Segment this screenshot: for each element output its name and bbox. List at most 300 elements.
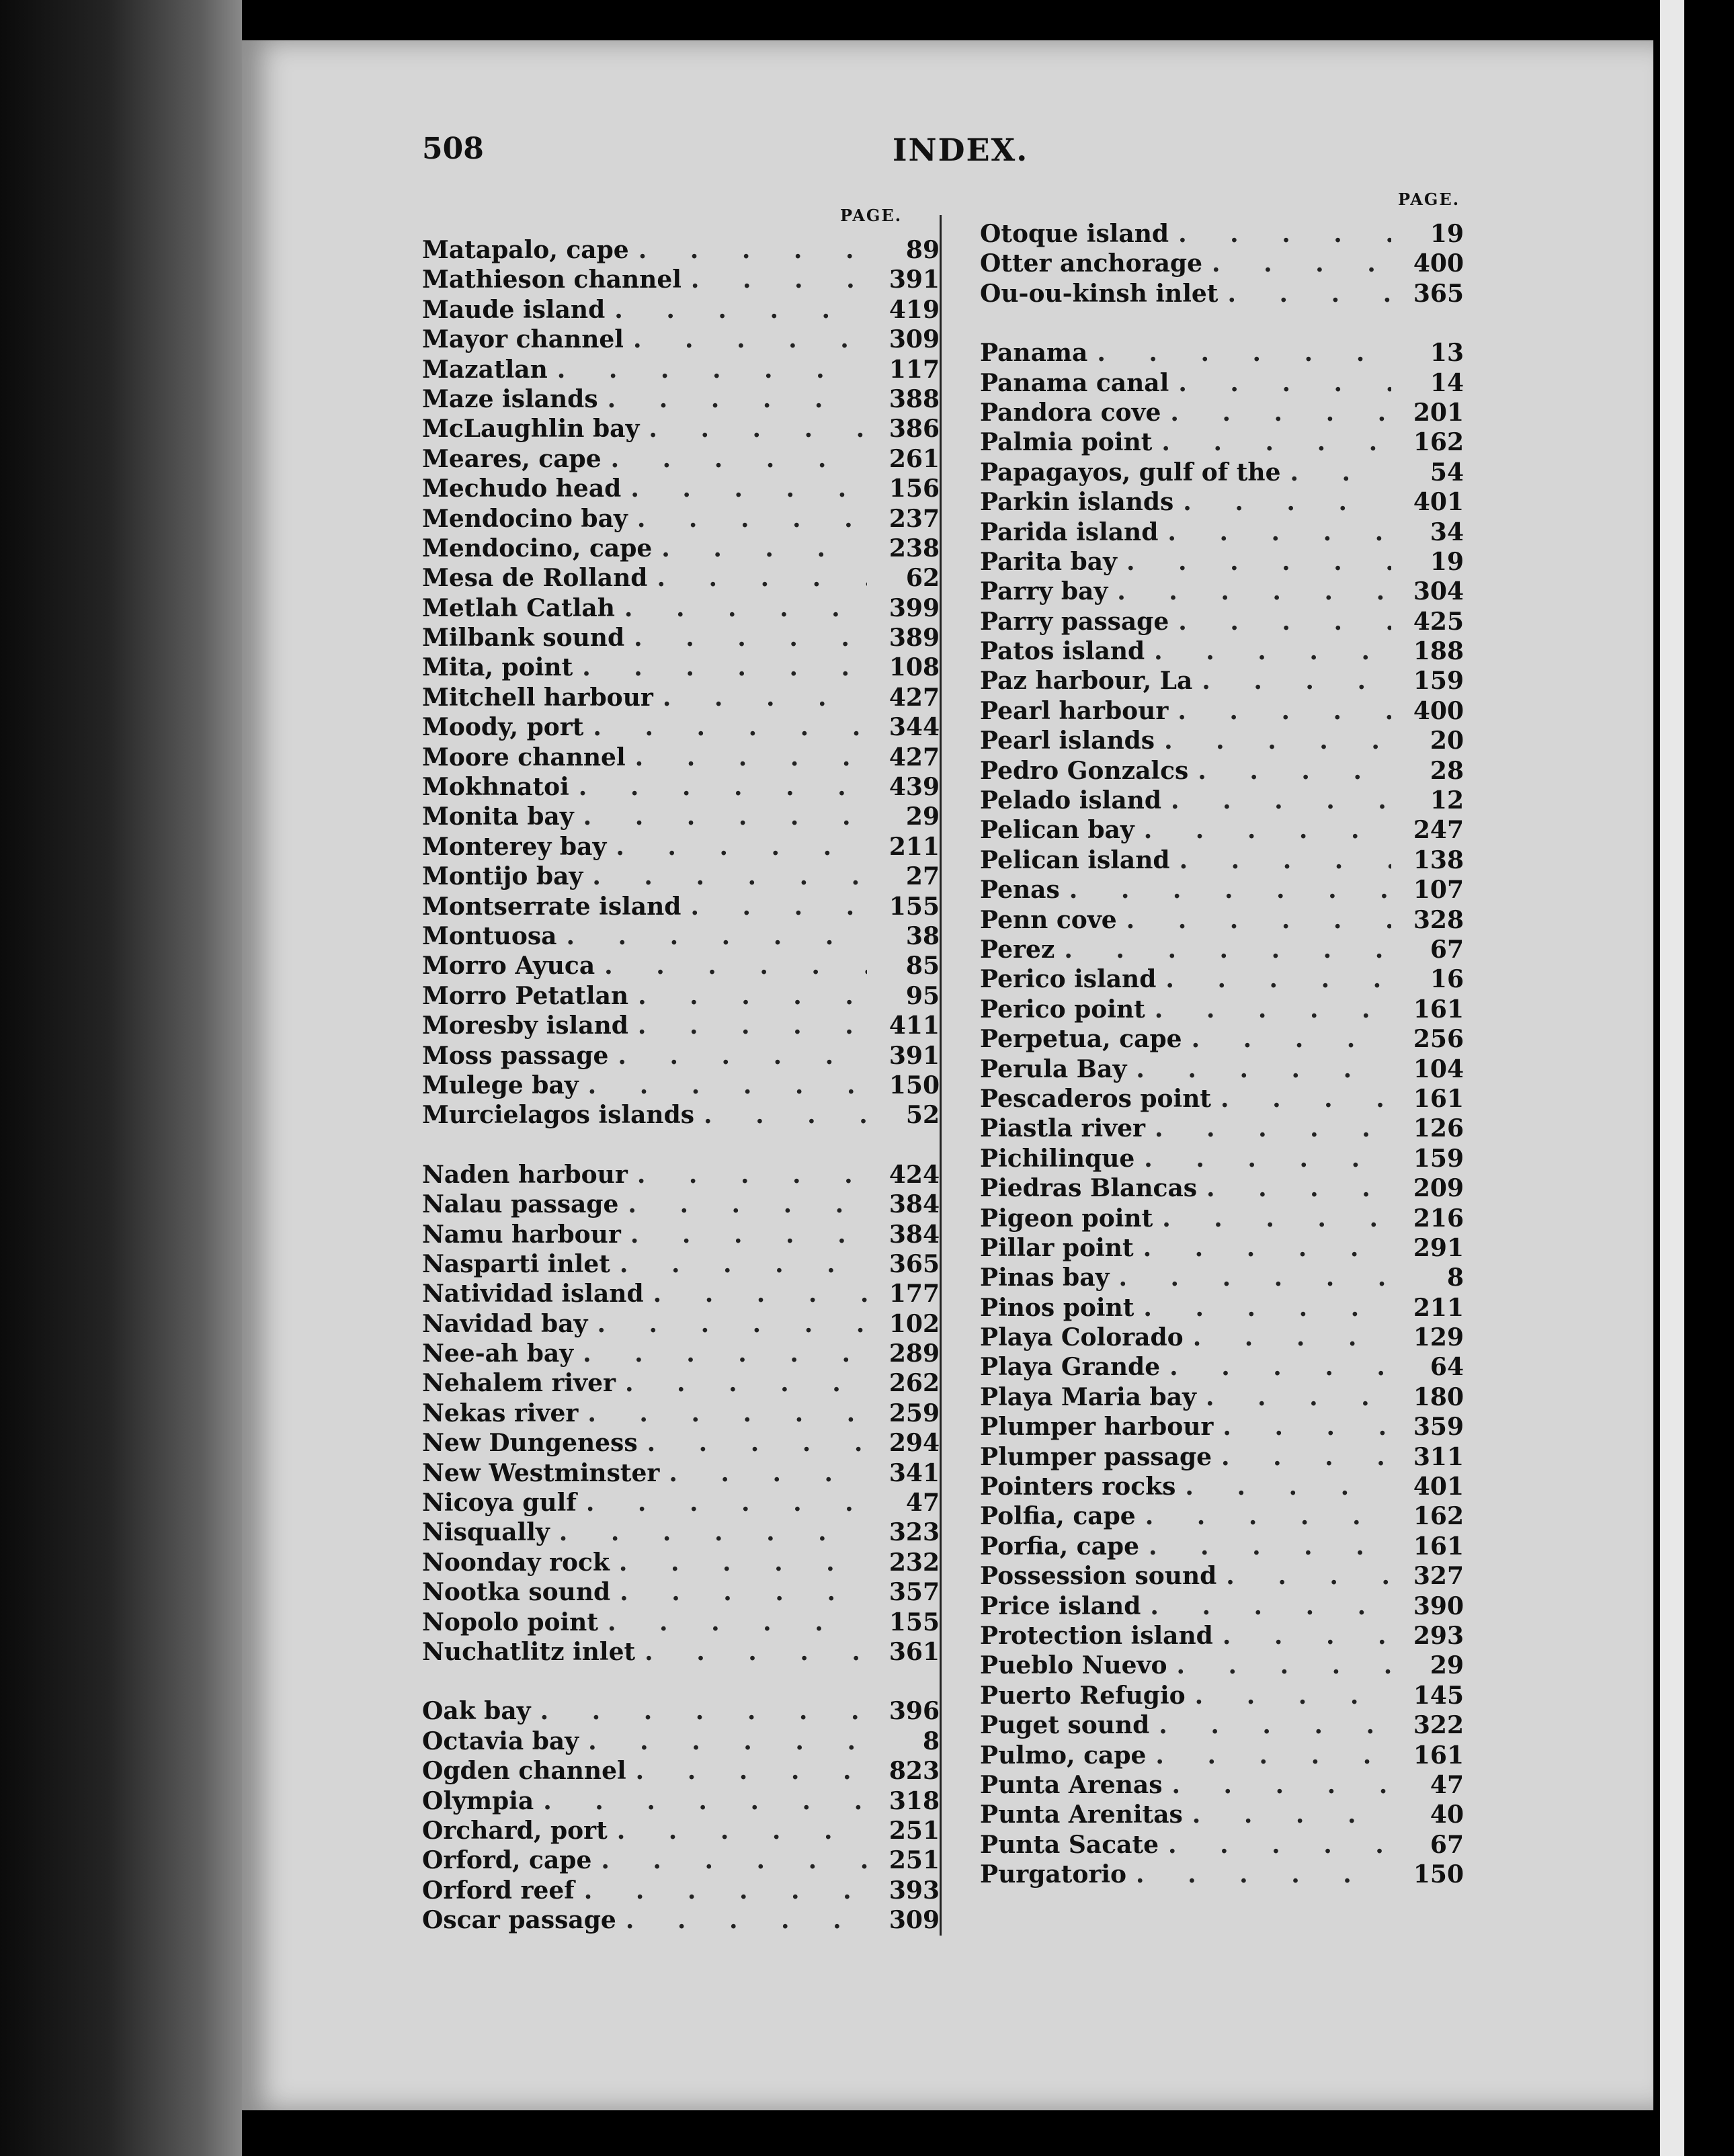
index-entry	[980, 875, 1464, 905]
index-entry	[422, 683, 940, 712]
entry-page-number: 216	[1413, 1204, 1464, 1233]
entry-name: Nuchatlitz inlet	[422, 1637, 636, 1666]
dot-leader	[1216, 1561, 1391, 1591]
dot-leader	[1126, 1860, 1391, 1889]
index-entry	[980, 458, 1464, 487]
index-entry	[980, 815, 1464, 845]
entry-name: Penn cove	[980, 905, 1117, 934]
index-entry	[422, 474, 940, 503]
entry-page-number: 19	[1430, 220, 1464, 248]
dot-leader	[1055, 935, 1391, 964]
entry-page-number: 311	[1413, 1442, 1464, 1471]
entry-page-number: 159	[1413, 1144, 1464, 1173]
index-entry	[980, 368, 1464, 398]
index-entry	[980, 905, 1464, 935]
entry-name: Orford reef	[422, 1876, 575, 1905]
index-entry	[980, 935, 1464, 964]
entry-page-number: 180	[1413, 1382, 1464, 1411]
entry-name: Naden harbour	[422, 1160, 628, 1189]
index-entry	[422, 1816, 940, 1846]
dot-leader	[616, 1368, 867, 1398]
entry-page-number: 177	[889, 1280, 940, 1309]
entry-name: Palmia point	[980, 428, 1153, 457]
entry-page-number: 29	[1430, 1651, 1464, 1680]
entry-page-number: 161	[1413, 1532, 1464, 1561]
dot-leader	[1175, 1472, 1391, 1501]
entry-page-number: 8	[922, 1727, 940, 1755]
entry-name: Plumper passage	[980, 1442, 1212, 1471]
index-entry	[422, 892, 940, 921]
dot-leader	[624, 623, 867, 653]
entry-page-number: 108	[889, 653, 940, 682]
index-entry	[980, 1710, 1464, 1740]
entry-page-number: 102	[889, 1309, 940, 1338]
index-entry	[980, 1770, 1464, 1800]
dot-leader	[602, 444, 867, 474]
entry-name: Punta Arenas	[980, 1770, 1163, 1799]
index-entry	[422, 1905, 940, 1935]
entry-name: Ogden channel	[422, 1757, 626, 1786]
index-entry	[980, 1621, 1464, 1651]
entry-name: Mayor channel	[422, 325, 624, 354]
dot-leader	[628, 1011, 867, 1040]
entry-page-number: 16	[1430, 965, 1464, 994]
entry-page-number: 62	[905, 564, 940, 593]
entry-page-number: 328	[1413, 905, 1464, 934]
entry-page-number: 294	[889, 1429, 940, 1458]
left-page-column-label: PAGE.	[840, 206, 903, 225]
entry-name: Porfia, cape	[980, 1532, 1139, 1561]
entry-name: Pigeon point	[980, 1204, 1153, 1233]
dot-leader	[1117, 905, 1391, 935]
entry-name: Polfia, cape	[980, 1502, 1136, 1531]
index-entry	[980, 607, 1464, 636]
entry-page-number: 232	[889, 1548, 940, 1577]
index-entry	[980, 1741, 1464, 1770]
dot-leader	[652, 534, 867, 563]
entry-name: Nee-ah bay	[422, 1339, 574, 1368]
dot-leader	[644, 1279, 867, 1309]
dot-leader	[1152, 427, 1391, 457]
entry-page-number: 64	[1430, 1353, 1464, 1382]
entry-page-number: 427	[889, 743, 940, 772]
dot-leader	[577, 1488, 867, 1518]
index-entry	[980, 1233, 1464, 1263]
index-entry	[980, 1472, 1464, 1501]
entry-name: Panama canal	[980, 368, 1169, 397]
entry-page-number: 389	[889, 624, 940, 653]
dot-leader	[1169, 607, 1391, 636]
index-entry	[980, 1024, 1464, 1054]
entry-name: Nisqually	[422, 1518, 550, 1547]
entry-page-number: 390	[1413, 1591, 1464, 1620]
dot-leader	[1161, 786, 1391, 815]
entry-name: Panama	[980, 339, 1088, 368]
entry-page-number: 344	[889, 713, 940, 742]
index-entry	[422, 1279, 940, 1309]
entry-name: Punta Sacate	[980, 1830, 1159, 1859]
dot-leader	[635, 1637, 867, 1667]
dot-leader	[639, 414, 867, 444]
entry-name: Paz harbour, La	[980, 667, 1193, 696]
entry-name: Murcielagos islands	[422, 1101, 695, 1130]
running-head	[422, 132, 1686, 179]
entry-page-number: 155	[889, 892, 940, 921]
entry-page-number: 400	[1413, 249, 1464, 278]
dot-leader	[610, 1249, 867, 1279]
entry-name: Puerto Refugio	[980, 1681, 1186, 1710]
index-entry	[980, 1352, 1464, 1382]
index-entry	[422, 1339, 940, 1368]
dot-leader	[556, 921, 867, 951]
index-entry	[980, 249, 1464, 278]
entry-name: Mechudo head	[422, 474, 622, 503]
entry-name: Perula Bay	[980, 1054, 1127, 1083]
dot-leader	[531, 1696, 867, 1726]
entry-page-number: 401	[1413, 488, 1464, 517]
index-entry	[422, 1637, 940, 1667]
index-entry	[422, 1577, 940, 1607]
entry-name: Moss passage	[422, 1041, 609, 1070]
dot-leader	[534, 1786, 867, 1816]
dot-leader	[1136, 1501, 1391, 1531]
entry-page-number: 359	[1413, 1413, 1464, 1442]
entry-page-number: 29	[905, 802, 940, 831]
entry-page-number: 138	[1413, 845, 1464, 874]
entry-page-number: 150	[1413, 1860, 1464, 1889]
entry-name: Moresby island	[422, 1011, 628, 1040]
dot-leader	[616, 1905, 867, 1935]
entry-name: Plumper harbour	[980, 1413, 1214, 1442]
dot-leader	[1218, 279, 1391, 308]
scan-border	[1684, 0, 1734, 2156]
index-entry	[980, 427, 1464, 457]
entry-page-number: 159	[1413, 667, 1464, 696]
index-entry	[422, 743, 940, 772]
entry-name: McLaughlin bay	[422, 415, 640, 444]
dot-leader	[624, 325, 867, 354]
dot-leader	[1184, 1323, 1391, 1352]
entry-name: Pueblo Nuevo	[980, 1651, 1167, 1680]
entry-name: Pointers rocks	[980, 1473, 1176, 1501]
entry-page-number: 40	[1430, 1800, 1464, 1829]
dot-leader	[1188, 756, 1391, 786]
entry-name: Pulmo, cape	[980, 1741, 1147, 1770]
dot-leader	[575, 1876, 867, 1905]
dot-leader	[1213, 1412, 1391, 1442]
index-entry	[422, 1309, 940, 1339]
entry-name: Papagayos, gulf of the	[980, 458, 1281, 487]
entry-page-number: 161	[1413, 1084, 1464, 1113]
entry-page-number: 419	[889, 295, 940, 324]
dot-leader	[1183, 1800, 1391, 1829]
entry-name: Maze islands	[422, 384, 598, 413]
index-entry	[422, 1488, 940, 1518]
entry-name: Piastla river	[980, 1114, 1145, 1143]
entry-name: Otoque island	[980, 220, 1169, 248]
entry-page-number: 251	[889, 1846, 940, 1875]
index-entry	[980, 1501, 1464, 1531]
index-entry	[980, 1114, 1464, 1143]
entry-page-number: 386	[889, 415, 940, 444]
entry-name: Penas	[980, 876, 1060, 905]
dot-leader	[1158, 517, 1391, 547]
entry-name: Mesa de Rolland	[422, 564, 648, 593]
dot-leader	[1087, 338, 1391, 368]
index-entry	[980, 1800, 1464, 1829]
dot-leader	[1134, 1144, 1391, 1173]
index-entry	[980, 517, 1464, 547]
entry-name: Mita, point	[422, 653, 573, 682]
index-entry	[422, 444, 940, 474]
entry-page-number: 341	[889, 1458, 940, 1487]
dot-leader	[587, 1309, 867, 1339]
page-title: INDEX.	[893, 132, 1029, 168]
dot-leader	[1145, 636, 1391, 666]
entry-name: Pinas bay	[980, 1263, 1110, 1292]
entry-name: Pelican island	[980, 845, 1170, 874]
entry-page-number: 391	[889, 265, 940, 294]
entry-name: Mathieson channel	[422, 265, 682, 294]
index-entry	[422, 712, 940, 742]
index-entry	[980, 1323, 1464, 1352]
index-entry	[422, 1458, 940, 1488]
entry-page-number: 126	[1413, 1114, 1464, 1143]
entry-name: Montserrate island	[422, 892, 682, 921]
entry-page-number: 19	[1430, 547, 1464, 576]
index-entry	[422, 981, 940, 1011]
dot-leader	[1170, 845, 1391, 875]
index-entry	[422, 1100, 940, 1130]
column-divider	[940, 215, 942, 1936]
dot-leader	[629, 235, 867, 265]
entry-page-number: 388	[889, 384, 940, 413]
dot-leader	[548, 355, 867, 384]
dot-leader	[610, 1548, 867, 1577]
dot-leader	[1145, 995, 1391, 1024]
entry-name: Metlah Catlah	[422, 593, 615, 622]
index-entry	[980, 1442, 1464, 1472]
dot-leader	[583, 712, 867, 742]
entry-page-number: 323	[889, 1518, 940, 1547]
entry-name: Olympia	[422, 1786, 534, 1815]
dot-leader	[578, 1399, 867, 1428]
index-entry	[980, 1681, 1464, 1710]
index-entry	[422, 325, 940, 354]
entry-page-number: 54	[1430, 458, 1464, 487]
entry-name: Nalau passage	[422, 1190, 619, 1219]
entry-name: Morro Ayuca	[422, 952, 595, 981]
dot-leader	[579, 1071, 867, 1100]
index-entry	[422, 504, 940, 534]
dot-leader	[1160, 1352, 1391, 1382]
dot-leader	[694, 1100, 867, 1130]
entry-page-number: 104	[1413, 1054, 1464, 1083]
index-entry	[980, 845, 1464, 875]
dot-leader	[1192, 666, 1391, 696]
entry-name: Perpetua, cape	[980, 1025, 1182, 1054]
dot-leader	[1197, 1173, 1391, 1203]
entry-page-number: 318	[889, 1786, 940, 1815]
index-entry	[980, 1173, 1464, 1203]
dot-leader	[628, 1160, 867, 1190]
dot-leader	[621, 1220, 867, 1249]
left-index-column	[422, 235, 940, 1935]
entry-page-number: 393	[889, 1876, 940, 1905]
entry-name: Oak bay	[422, 1697, 531, 1726]
dot-leader	[1213, 1621, 1391, 1651]
dot-leader	[1161, 398, 1391, 427]
entry-page-number: 361	[889, 1637, 940, 1666]
entry-page-number: 161	[1413, 995, 1464, 1024]
entry-name: Navidad bay	[422, 1309, 588, 1338]
entry-page-number: 201	[1413, 398, 1464, 427]
entry-name: Milbank sound	[422, 624, 625, 653]
entry-page-number: 150	[889, 1071, 940, 1100]
entry-name: Orford, cape	[422, 1846, 592, 1875]
index-entry	[980, 398, 1464, 427]
dot-leader	[1146, 1741, 1391, 1770]
index-entry	[422, 1428, 940, 1458]
index-entry	[422, 1160, 940, 1190]
entry-page-number: 401	[1413, 1473, 1464, 1501]
dot-leader	[1126, 1054, 1391, 1084]
entry-name: Natividad island	[422, 1280, 644, 1309]
index-entry	[980, 1084, 1464, 1114]
index-entry	[980, 1651, 1464, 1680]
entry-page-number: 161	[1413, 1741, 1464, 1770]
index-entry	[422, 1518, 940, 1547]
entry-page-number: 162	[1413, 1502, 1464, 1531]
index-entry	[980, 577, 1464, 606]
entry-name: Pearl islands	[980, 727, 1155, 755]
dot-leader	[605, 295, 867, 325]
entry-page-number: 67	[1430, 935, 1464, 964]
entry-name: Mendocino, cape	[422, 534, 653, 563]
dot-leader	[1155, 726, 1391, 755]
index-entry	[422, 1846, 940, 1875]
dot-leader	[1211, 1084, 1391, 1114]
entry-name: Parita bay	[980, 547, 1117, 576]
entry-name: Mazatlan	[422, 355, 548, 384]
dot-leader	[621, 474, 867, 503]
entry-page-number: 327	[1413, 1562, 1464, 1591]
entry-page-number: 251	[889, 1816, 940, 1845]
entry-name: Parry bay	[980, 577, 1108, 606]
entry-page-number: 47	[1430, 1770, 1464, 1799]
index-entry	[422, 772, 940, 802]
dot-leader	[1168, 696, 1391, 726]
dot-leader	[1134, 815, 1391, 845]
index-entry	[422, 921, 940, 951]
index-entry	[980, 1591, 1464, 1621]
dot-leader	[573, 653, 867, 682]
entry-name: Pescaderos point	[980, 1084, 1212, 1113]
entry-page-number: 304	[1413, 577, 1464, 606]
entry-name: New Westminster	[422, 1458, 660, 1487]
entry-name: Parida island	[980, 517, 1159, 546]
dot-leader	[1139, 1532, 1391, 1561]
entry-page-number: 365	[889, 1249, 940, 1278]
index-entry	[980, 1263, 1464, 1292]
index-entry	[422, 1011, 940, 1040]
index-entry	[422, 1071, 940, 1100]
entry-page-number: 89	[905, 236, 940, 264]
entry-page-number: 38	[905, 921, 940, 950]
entry-page-number: 439	[889, 773, 940, 802]
entry-page-number: 823	[889, 1757, 940, 1786]
index-entry	[422, 1041, 940, 1071]
index-entry	[980, 1532, 1464, 1561]
index-entry	[422, 1399, 940, 1428]
index-entry	[980, 1382, 1464, 1412]
entry-page-number: 47	[905, 1489, 940, 1518]
entry-name: Mokhnatoi	[422, 773, 569, 802]
entry-page-number: 293	[1413, 1621, 1464, 1650]
entry-name: Perico island	[980, 965, 1157, 994]
entry-name: Pearl harbour	[980, 696, 1169, 725]
dot-leader	[1145, 1114, 1391, 1143]
entry-name: Nasparti inlet	[422, 1249, 610, 1278]
entry-name: Otter anchorage	[980, 249, 1202, 278]
index-entry	[422, 1786, 940, 1816]
entry-name: Monita bay	[422, 802, 574, 831]
entry-page-number: 211	[889, 832, 940, 861]
index-entry	[422, 265, 940, 294]
dot-leader	[610, 1577, 867, 1607]
index-entry	[980, 964, 1464, 994]
dot-leader	[681, 892, 867, 921]
dot-leader	[1134, 1233, 1391, 1263]
entry-page-number: 357	[889, 1578, 940, 1607]
index-entry	[980, 219, 1464, 249]
entry-name: Maude island	[422, 295, 606, 324]
index-entry	[980, 696, 1464, 726]
dot-leader	[1109, 1263, 1391, 1292]
entry-page-number: 424	[889, 1160, 940, 1189]
entry-page-number: 67	[1430, 1830, 1464, 1859]
entry-page-number: 365	[1413, 279, 1464, 308]
entry-page-number: 27	[905, 862, 940, 891]
entry-page-number: 322	[1413, 1711, 1464, 1740]
entry-name: Pedro Gonzalcs	[980, 756, 1189, 785]
dot-leader	[1167, 1651, 1391, 1680]
entry-page-number: 188	[1413, 637, 1464, 666]
dot-leader	[653, 683, 867, 712]
index-entry	[980, 636, 1464, 666]
entry-page-number: 247	[1413, 816, 1464, 845]
dot-leader	[1196, 1382, 1391, 1412]
entry-page-number: 400	[1413, 696, 1464, 725]
entry-name: Piedras Blancas	[980, 1174, 1198, 1203]
index-entry	[422, 1727, 940, 1756]
dot-leader	[626, 1756, 867, 1786]
entry-name: Pelado island	[980, 786, 1162, 815]
index-entry	[422, 1756, 940, 1786]
entry-page-number: 117	[889, 355, 940, 384]
dot-leader	[638, 1428, 867, 1458]
dot-leader	[550, 1518, 867, 1547]
dot-leader	[573, 1339, 867, 1368]
entry-name: Possession sound	[980, 1562, 1217, 1591]
index-entry	[980, 1860, 1464, 1889]
index-entry	[980, 1412, 1464, 1442]
entry-page-number: 145	[1413, 1681, 1464, 1710]
entry-name: Pichilinque	[980, 1144, 1135, 1173]
index-entry	[422, 862, 940, 891]
index-entry	[980, 1054, 1464, 1084]
index-entry	[422, 1548, 940, 1577]
